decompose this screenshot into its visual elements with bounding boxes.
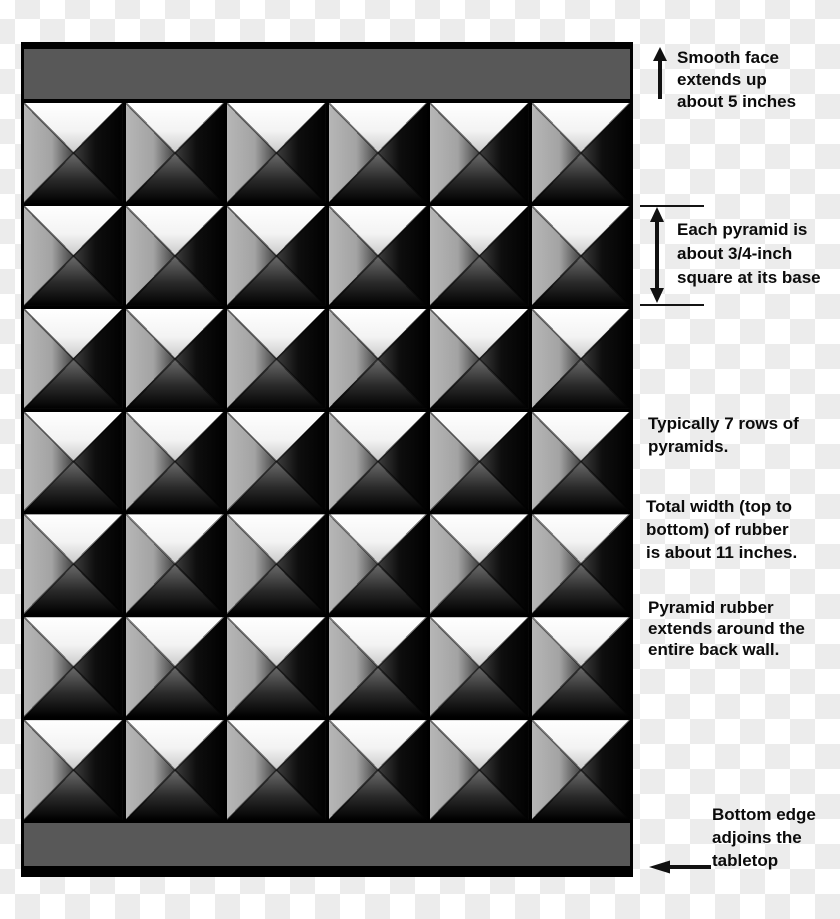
pyramid-edge-lines: [126, 412, 225, 512]
pyramid-edge-lines: [227, 309, 326, 409]
note-line: is about 11 inches.: [646, 543, 798, 562]
smooth-face-bottom-band: [24, 823, 630, 866]
note-bottom-edge: [712, 803, 816, 872]
pyramid-cell: [532, 412, 631, 512]
pyramid-edge-lines: [532, 309, 631, 409]
pyramid-edge-lines: [24, 309, 123, 409]
pyramid-cell: [532, 103, 631, 203]
pyramid-cell: [532, 309, 631, 409]
pyramid-cell: [430, 103, 529, 203]
pyramid-cell: [329, 412, 428, 512]
pyramid-edge-lines: [430, 617, 529, 717]
pyramid-edge-lines: [329, 412, 428, 512]
note-line: Each pyramid is: [677, 220, 808, 239]
pyramid-edge-lines: [532, 514, 631, 614]
note-line: adjoins the: [712, 828, 802, 847]
pyramid-edge-lines: [227, 103, 326, 203]
pyramid-edge-lines: [126, 103, 225, 203]
pyramid-cell: [532, 514, 631, 614]
pyramid-edge-lines: [532, 617, 631, 717]
pyramid-edge-lines: [227, 720, 326, 820]
pyramid-edge-lines: [227, 617, 326, 717]
pyramid-edge-lines: [329, 309, 428, 409]
pyramid-edge-lines: [227, 206, 326, 306]
note-rows: [648, 412, 799, 458]
pyramid-edge-lines: [430, 103, 529, 203]
pyramid-edge-lines: [24, 412, 123, 512]
pyramid-cell: [126, 103, 225, 203]
pyramid-cell: [126, 309, 225, 409]
pyramid-cell: [227, 206, 326, 306]
note-smooth-face: [677, 47, 796, 113]
pyramid-rubber-image: [21, 42, 633, 877]
pyramid-cell: [430, 309, 529, 409]
pyramid-cell: [430, 514, 529, 614]
pyramid-edge-lines: [430, 309, 529, 409]
pyramid-cell: [24, 720, 123, 820]
pyramid-cell: [532, 720, 631, 820]
pyramid-cell: [227, 720, 326, 820]
pyramid-edge-lines: [532, 720, 631, 820]
pyramid-cell: [24, 514, 123, 614]
pyramid-cell: [227, 514, 326, 614]
pyramid-cell: [329, 309, 428, 409]
pyramid-cell: [329, 514, 428, 614]
pyramid-edge-lines: [24, 103, 123, 203]
pyramid-cell: [126, 514, 225, 614]
note-line: tabletop: [712, 851, 779, 870]
note-total-width: [646, 495, 797, 564]
arrow-left-icon: [649, 859, 711, 875]
pyramid-cell: [329, 617, 428, 717]
note-line: extends around the: [648, 619, 805, 638]
pyramid-cell: [430, 206, 529, 306]
pyramid-cell: [24, 412, 123, 512]
pyramid-cell: [24, 309, 123, 409]
pyramid-cell: [329, 720, 428, 820]
pyramid-edge-lines: [329, 617, 428, 717]
pyramid-edge-lines: [430, 412, 529, 512]
measure-double-arrow-icon: [648, 206, 666, 304]
note-line: extends up: [677, 70, 767, 89]
pyramid-cell: [430, 412, 529, 512]
pyramid-edge-lines: [532, 103, 631, 203]
pyramid-cell: [329, 206, 428, 306]
pyramid-edge-lines: [24, 514, 123, 614]
pyramid-edge-lines: [126, 720, 225, 820]
pyramid-edge-lines: [24, 720, 123, 820]
note-line: Total width (top to: [646, 497, 793, 516]
pyramid-cell: [430, 617, 529, 717]
pyramid-edge-lines: [227, 412, 326, 512]
pyramid-cell: [227, 617, 326, 717]
pyramid-edge-lines: [24, 206, 123, 306]
pyramid-edge-lines: [329, 206, 428, 306]
pyramid-edge-lines: [126, 206, 225, 306]
note-line: Smooth face: [677, 48, 780, 67]
pyramid-cell: [24, 103, 123, 203]
pyramid-cell: [532, 617, 631, 717]
pyramid-edge-lines: [430, 514, 529, 614]
pyramid-edge-lines: [126, 617, 225, 717]
pyramid-cell: [227, 412, 326, 512]
note-line: bottom) of rubber: [646, 520, 789, 539]
pyramid-cell: [126, 720, 225, 820]
pyramid-edge-lines: [227, 514, 326, 614]
pyramid-edge-lines: [430, 720, 529, 820]
note-line: Typically 7 rows of: [648, 414, 799, 433]
pyramid-cell: [126, 412, 225, 512]
pyramid-cell: [329, 103, 428, 203]
note-line: about 3/4-inch: [677, 244, 793, 263]
pyramid-cell: [24, 206, 123, 306]
pyramid-edge-lines: [126, 309, 225, 409]
note-line: pyramids.: [648, 437, 729, 456]
note-line: square at its base: [677, 268, 821, 287]
pyramid-edge-lines: [24, 617, 123, 717]
pyramid-cell: [24, 617, 123, 717]
pyramid-cell: [227, 309, 326, 409]
note-line: Pyramid rubber: [648, 598, 774, 617]
pyramid-cell: [126, 206, 225, 306]
pyramid-edge-lines: [532, 412, 631, 512]
pyramid-edge-lines: [430, 206, 529, 306]
arrow-up-icon: [651, 47, 669, 99]
pyramid-edge-lines: [532, 206, 631, 306]
note-back-wall: [648, 597, 805, 660]
note-line: Bottom edge: [712, 805, 816, 824]
pyramid-edge-lines: [329, 720, 428, 820]
note-line: entire back wall.: [648, 640, 780, 659]
pyramid-edge-lines: [329, 103, 428, 203]
smooth-face-top-band: [24, 49, 630, 99]
pyramid-cell: [126, 617, 225, 717]
pyramid-cell: [227, 103, 326, 203]
pyramid-cell: [430, 720, 529, 820]
pyramid-edge-lines: [329, 514, 428, 614]
note-pyramid-size: [677, 218, 821, 290]
pyramid-edge-lines: [126, 514, 225, 614]
pyramid-cell: [532, 206, 631, 306]
note-line: about 5 inches: [677, 92, 797, 111]
measure-line-bottom: [640, 304, 704, 306]
pyramid-grid: [24, 103, 630, 820]
